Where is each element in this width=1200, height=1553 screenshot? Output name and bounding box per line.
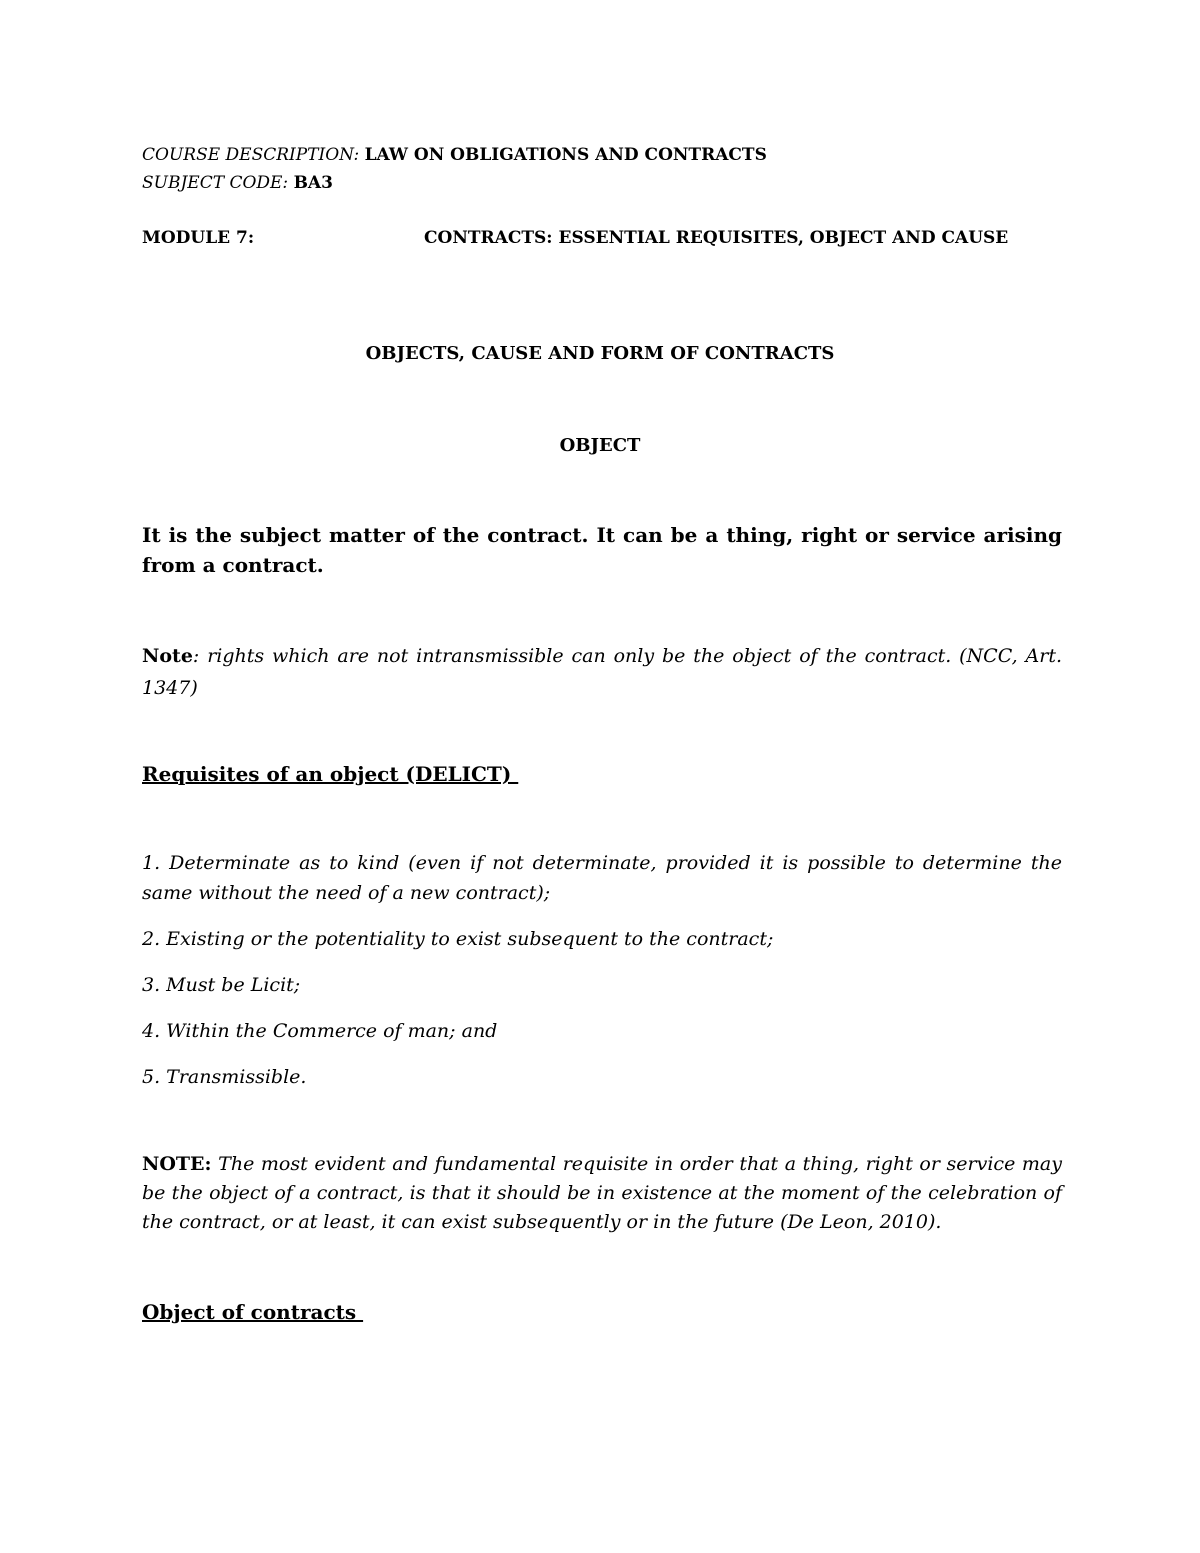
main-heading: OBJECTS, CAUSE AND FORM OF CONTRACTS [365, 343, 835, 364]
requisites-list [142, 848, 1062, 1108]
object-definition: It is the subject matter of the contract. It can be a thing, right or service arising from a contract. [142, 523, 1062, 577]
note-existence [142, 1150, 1062, 1237]
note-label: Note [142, 645, 193, 667]
object-of-contracts-heading: Object of contracts [142, 1300, 364, 1324]
module-label: MODULE 7: [142, 228, 255, 248]
list-item: 2. Existing or the potentiality to exist subsequent to the contract; [142, 928, 774, 950]
list-item: 4. Within the Commerce of man; and [142, 1020, 498, 1042]
subject-code-line [142, 171, 333, 195]
subject-code-value: BA3 [293, 173, 333, 193]
note2-text: The most evident and fundamental requisite in order that a thing, right or service may be the object of a contract, is that it should be in existence at the moment of the celebration of the contract, or at least, it can exist subsequently or in the future (De Leon, 2010). [142, 1153, 1062, 1233]
module-title: CONTRACTS: ESSENTIAL REQUISITES, OBJECT AND CAUSE [424, 228, 1009, 248]
note-rights [142, 640, 1062, 704]
list-item: 3. Must be Licit; [142, 974, 301, 996]
course-description-value: LAW ON OBLIGATIONS AND CONTRACTS [364, 145, 767, 165]
note-text: : rights which are not intransmissible can only be the object of the contract. (NCC, Art. 1347) [142, 645, 1062, 699]
requisites-heading: Requisites of an object (DELICT) [142, 762, 519, 786]
course-description-line [142, 143, 767, 167]
module-row [142, 226, 1062, 250]
list-item: 5. Transmissible. [142, 1066, 307, 1088]
course-description-label: COURSE DESCRIPTION: [142, 145, 360, 165]
subject-code-label: SUBJECT CODE: [142, 173, 289, 193]
section-heading-object: OBJECT [559, 435, 641, 456]
list-item: 1. Determinate as to kind (even if not determinate, provided it is possible to determine the same without the need of a new contract); [142, 852, 1062, 904]
note2-label: NOTE: [142, 1153, 212, 1175]
